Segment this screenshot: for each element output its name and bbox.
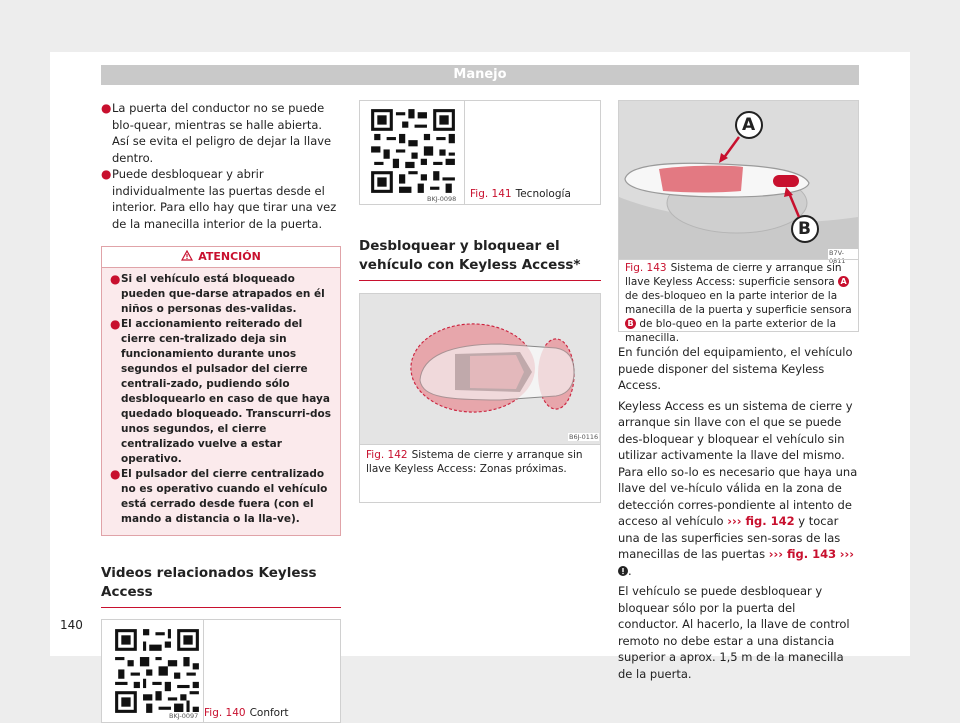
warning-item: ● El pulsador del cierre centralizado no es operativo cuando el vehículo está cerrado desde fuera (con el mando a distancia o la lla-ve). [110, 467, 328, 525]
videos-section-title: Videos relacionados Keyless Access [101, 564, 341, 608]
figure-143 [618, 100, 859, 344]
warning-triangle-icon [181, 250, 193, 261]
page-header: Manejo [101, 65, 859, 85]
figure-link[interactable]: ››› fig. 143 [768, 547, 837, 561]
sensor-b-label: B [798, 219, 811, 239]
image-code: B6J-0116 [569, 433, 599, 441]
divider [203, 620, 204, 722]
divider [619, 259, 858, 260]
paragraph: El vehículo se puede desbloquear y bloquear sólo por la puerta del conductor. Al hacerlo, la llave de control remoto no debe estar a una distancia superior a aprox. 1,5 m de la manecilla de la puerta. [618, 584, 850, 681]
bullet-icon: ● [110, 317, 121, 331]
bullet-icon: ● [101, 101, 112, 115]
divider [464, 101, 465, 204]
sensor-b-badge: B [625, 318, 636, 329]
image-code: B7V-0811 [828, 249, 858, 265]
sensor-a-label: A [742, 115, 756, 135]
qr-code-icon [112, 626, 202, 716]
page-number: 140 [60, 618, 83, 632]
column-3 [618, 100, 859, 682]
column-1 [101, 100, 341, 723]
column-2 [359, 100, 601, 503]
figure-caption: Fig. 140 Confort [204, 707, 289, 719]
warning-item: ● El accionamiento reiterado del cierre cen-tralizado deja sin funcionamiento durante unos segundos el pulsador del cierre centrali-zado, pudiendo sólo desbloquearlo en caso de que haya quedado bloqueado. Transcurri-dos unos segundos, el cierre centralizado vuelve a estar operativo. [110, 317, 331, 465]
keyless-section-title: Desbloquear y bloquear el vehículo con Keyless Access* [359, 237, 601, 281]
bullet-item: ● Puede desbloquear y abrir individualmente las puertas desde el interior. Para ello hay que tirar una vez de la manecilla interior de la puerta. [101, 167, 337, 231]
figure-number: Fig. 143 [625, 262, 667, 274]
warning-title: ATENCIÓN [198, 250, 261, 263]
image-code: BKJ-0098 [427, 195, 457, 203]
figure-141 [359, 100, 601, 205]
bullet-icon: ● [110, 272, 121, 286]
paragraph: En función del equipamiento, el vehículo puede disponer del sistema Keyless Access. [618, 345, 853, 392]
qr-code-icon [368, 106, 458, 196]
image-code: BKJ-0097 [169, 712, 199, 720]
figure-142 [359, 293, 601, 503]
figure-number: Fig. 140 [204, 707, 246, 719]
door-handle-sensors-image [619, 101, 858, 259]
figure-140 [101, 619, 341, 723]
bullet-icon: ● [110, 467, 121, 481]
bullet-icon: ● [101, 167, 112, 181]
sensor-a-badge: A [838, 276, 849, 287]
divider [360, 444, 600, 445]
warning-body [102, 268, 340, 535]
figure-caption: Fig. 143 Sistema de cierre y arranque sin llave Keyless Access: superficie sensora A de des-bloqueo en la parte interior de la manecilla de la puerta y superficie sensora B de blo-queo en la parte exterior de la manecilla. [625, 262, 852, 344]
warning-header [102, 247, 340, 268]
figure-link[interactable]: ››› fig. 142 [727, 514, 795, 528]
warning-circle-icon [618, 566, 628, 576]
figure-caption: Fig. 142 Sistema de cierre y arranque sin llave Keyless Access: Zonas próximas. [366, 449, 583, 475]
car-proximity-zones-image [360, 294, 600, 444]
figure-number: Fig. 142 [366, 449, 408, 461]
paragraph: Keyless Access es un sistema de cierre y arranque sin llave con el que se puede des-bloquear y bloquear el vehículo sin utilizar activamente la llave del mismo. Para ello so-lo es necesario que haya una llave del ve-hículo válida en la zona de detección corres-pondiente al intento de acceso al vehículo ››› fig. 142 y tocar una de las superficies sen-soras de las manecillas de las puertas ››› fig. 143 ››› . [618, 398, 858, 578]
warning-box [101, 246, 341, 536]
bullet-item: ● La puerta del conductor no se puede blo-quear, mientras se halle abierta. Así se evita el peligro de dejar la llave dentro. [101, 101, 332, 165]
figure-number: Fig. 141 [470, 188, 512, 200]
figure-caption: Fig. 141 Tecnología [470, 188, 571, 200]
warning-item: ● Si el vehículo está bloqueado pueden que-darse atrapados en él niños o personas des-validas. [110, 272, 325, 315]
warning-link[interactable]: ››› [839, 547, 854, 561]
